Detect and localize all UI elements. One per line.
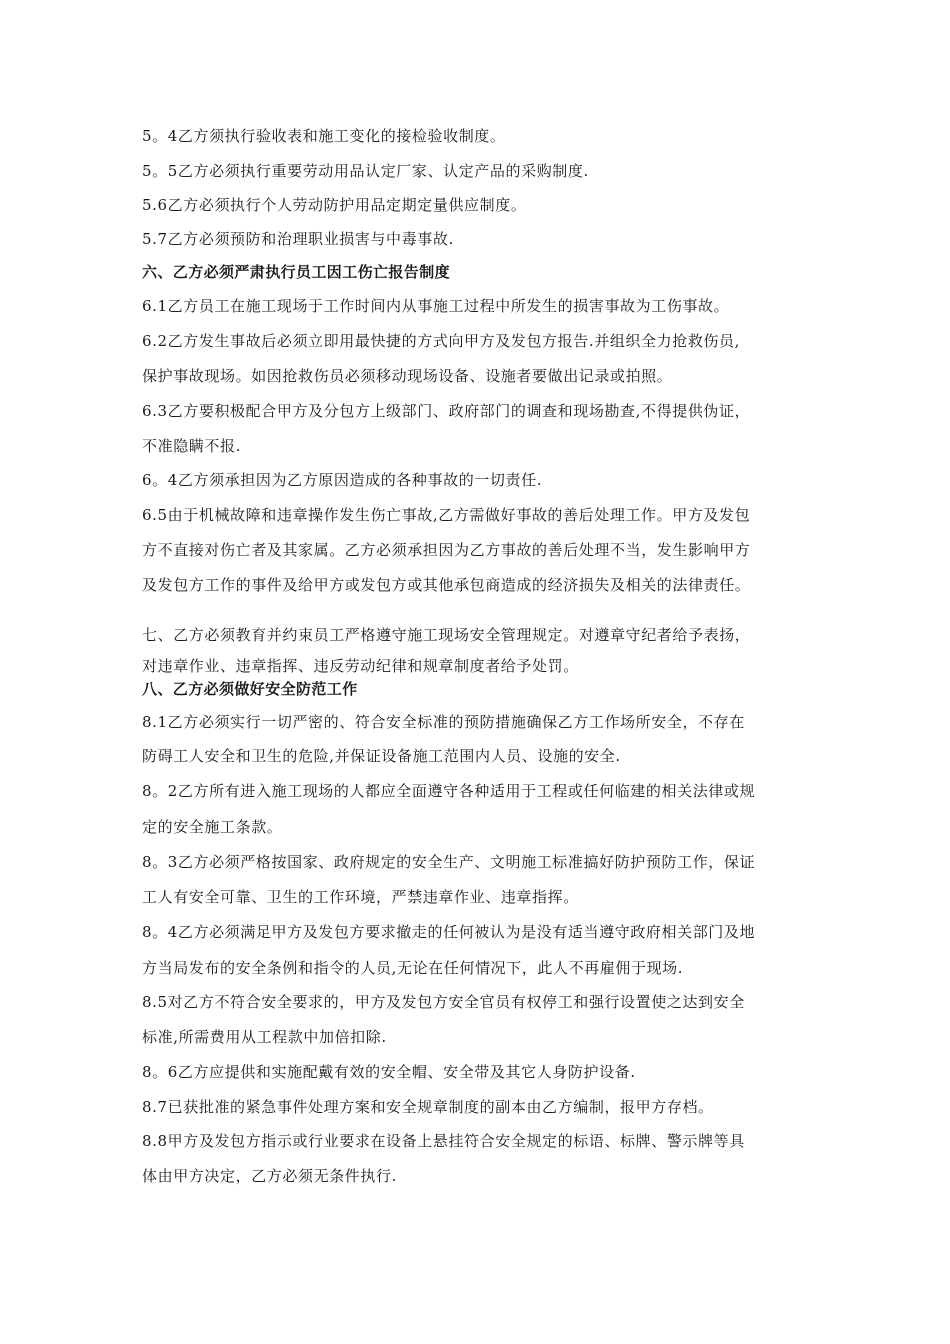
- clause-8-8-cont: 体由甲方决定，乙方必须无条件执行.: [142, 1167, 397, 1185]
- clause-6-3-cont: 不准隐瞒不报.: [142, 437, 241, 455]
- clause-8-7: 8.7已获批准的紧急事件处理方案和安全规章制度的副本由乙方编制，报甲方存档。: [142, 1098, 714, 1116]
- clause-5-5: 5。5乙方必须执行重要劳动用品认定厂家、认定产品的采购制度.: [142, 162, 589, 180]
- clause-8-2: 8。2乙方所有进入施工现场的人都应全面遵守各种适用于工程或任何临建的相关法律或规: [142, 782, 756, 800]
- section-7-cont: 对违章作业、违章指挥、违反劳动纪律和规章制度者给予处罚。: [142, 657, 579, 675]
- clause-8-4: 8。4乙方必须满足甲方及发包方要求撤走的任何被认为是没有适当遵守政府相关部门及地: [142, 923, 756, 941]
- clause-8-5-cont: 标准,所需费用从工程款中加倍扣除.: [142, 1028, 387, 1046]
- section-6-heading: 六、乙方必须严肃执行员工因工伤亡报告制度: [142, 263, 451, 281]
- section-8-heading: 八、乙方必须做好安全防范工作: [142, 680, 358, 698]
- clause-8-2-cont: 定的安全施工条款。: [142, 818, 283, 836]
- clause-5-6: 5.6乙方必须执行个人劳动防护用品定期定量供应制度。: [142, 196, 527, 214]
- clause-5-7: 5.7乙方必须预防和治理职业损害与中毒事故.: [142, 230, 454, 248]
- clause-8-5: 8.5对乙方不符合安全要求的，甲方及发包方安全官员有权停工和强行设置使之达到安全: [142, 993, 745, 1011]
- clause-6-2-cont: 保护事故现场。如因抢救伤员必须移动现场设备、设施者要做出记录或拍照。: [142, 367, 673, 385]
- clause-6-5: 6.5由于机械故障和违章操作发生伤亡事故,乙方需做好事故的善后处理工作。甲方及发包: [142, 506, 751, 524]
- clause-8-1-cont: 防碍工人安全和卫生的危险,并保证设备施工范围内人员、设施的安全.: [142, 747, 621, 765]
- clause-8-8: 8.8甲方及发包方指示或行业要求在设备上悬挂符合安全规定的标语、标牌、警示牌等具: [142, 1132, 745, 1150]
- clause-6-3: 6.3乙方要积极配合甲方及分包方上级部门、政府部门的调查和现场勘查,不得提供伪证，: [142, 402, 751, 420]
- clause-8-6: 8。6乙方应提供和实施配戴有效的安全帽、安全带及其它人身防护设备.: [142, 1063, 636, 1081]
- clause-8-1: 8.1乙方必须实行一切严密的、符合安全标准的预防措施确保乙方工作场所安全，不存在: [142, 713, 745, 731]
- clause-5-4: 5。4乙方须执行验收表和施工变化的接检验收制度。: [142, 127, 506, 145]
- section-7: 七、乙方必须教育并约束员工严格遵守施工现场安全管理规定。对遵章守纪者给予表扬，: [142, 626, 751, 644]
- clause-8-3-cont: 工人有安全可靠、卫生的工作环境，严禁违章作业、违章指挥。: [142, 888, 579, 906]
- clause-6-2: 6.2乙方发生事故后必须立即用最快捷的方式向甲方及发包方报告.并组织全力抢救伤员,: [142, 332, 740, 350]
- clause-6-5-cont-1: 方不直接对伤亡者及其家属。乙方必须承担因为乙方事故的善后处理不当，发生影响甲方: [142, 541, 751, 559]
- clause-6-4: 6。4乙方须承担因为乙方原因造成的各种事故的一切责任.: [142, 471, 543, 489]
- clause-6-1: 6.1乙方员工在施工现场于工作时间内从事施工过程中所发生的损害事故为工伤事故。: [142, 297, 730, 315]
- clause-8-3: 8。3乙方必须严格按国家、政府规定的安全生产、文明施工标准搞好防护预防工作，保证: [142, 853, 756, 871]
- clause-6-5-cont-2: 及发包方工作的事件及给甲方或发包方或其他承包商造成的经济损失及相关的法律责任。: [142, 576, 751, 594]
- clause-8-4-cont: 方当局发布的安全条例和指令的人员,无论在任何情况下，此人不再雇佣于现场.: [142, 959, 684, 977]
